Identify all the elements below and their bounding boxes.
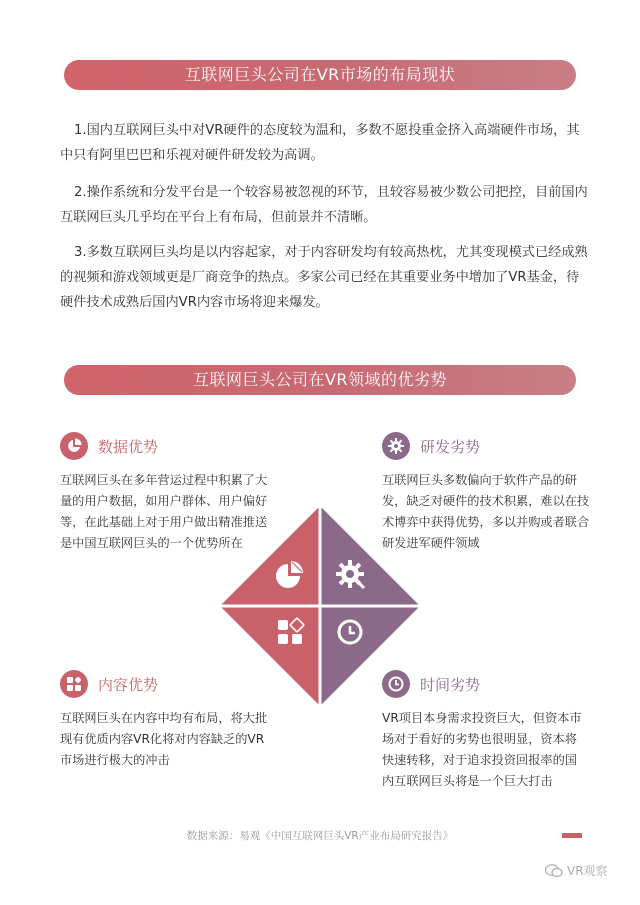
paragraph-2: 2.操作系统和分发平台是一个较容易被忽视的环节，且较容易被少数公司把控，目前国内互联网巨头几乎均在平台上有布局，但前景并不清晰。 bbox=[60, 185, 588, 225]
clock-icon bbox=[382, 670, 410, 698]
wechat-icon bbox=[545, 864, 563, 878]
pie-chart-icon bbox=[60, 432, 88, 460]
diamond-top-left bbox=[220, 506, 320, 606]
time-disadvantage-text: VR项目本身需求投资巨大，但资本市场对于看好的劣势也很明显，资本将快速转移，对于追求投资回报率的国内互联网巨头将是一个巨大打击 bbox=[382, 711, 582, 788]
apps-icon bbox=[60, 670, 88, 698]
gear-icon bbox=[382, 432, 410, 460]
section-banner-pros-cons: 互联网巨头公司在VR领域的优劣势 bbox=[64, 365, 576, 395]
diamond-top-right bbox=[320, 506, 420, 606]
watermark bbox=[545, 862, 608, 879]
watermark-label: VR观察 bbox=[567, 864, 608, 878]
rd-disadvantage-header bbox=[382, 432, 480, 460]
content-advantage-header bbox=[60, 670, 158, 698]
data-source-caption: 数据来源：易观《中国互联网巨头VR产业布局研究报告》 bbox=[186, 830, 454, 842]
section-banner-layout: 互联网巨头公司在VR市场的布局现状 bbox=[64, 60, 576, 90]
time-disadvantage-header bbox=[382, 670, 480, 698]
paragraph-3: 3.多数互联网巨头均是以内容起家，对于内容研发均有较高热枕，尤其变现模式已经成熟的视频和游戏领域更是厂商竞争的热点。多家公司已经在其重要业务中增加了VR基金，待硬件技术成熟后国内VR内容市场将迎来爆发。 bbox=[60, 245, 588, 310]
content-advantage-title: 内容优势 bbox=[98, 675, 159, 694]
diamond-gear-icon bbox=[336, 560, 364, 588]
data-advantage-title: 数据优势 bbox=[98, 437, 159, 456]
content-advantage-text: 互联网巨头在内容中均有布局，将大批现有优质内容VR化将对内容缺乏的VR市场进行极大的冲击 bbox=[60, 711, 268, 767]
rd-disadvantage-text: 互联网巨头多数偏向于软件产品的研发，缺乏对硬件的技术积累，难以在技术博弈中获得优势，多以并购或者联合研发进军硬件领域 bbox=[382, 473, 590, 550]
data-advantage-header bbox=[60, 432, 158, 460]
data-advantage-text: 互联网巨头在多年营运过程中积累了大量的用户数据，如用户群体、用户偏好等，在此基础上对于用户做出精准推送是中国互联网巨头的一个优势所在 bbox=[60, 473, 268, 550]
rd-disadvantage-title: 研发劣势 bbox=[420, 437, 481, 456]
diamond-bottom-left bbox=[220, 606, 320, 706]
time-disadvantage-title: 时间劣势 bbox=[420, 675, 481, 694]
paragraph-1: 1.国内互联网巨头中对VR硬件的态度较为温和，多数不愿投重金挤入高端硬件市场，其中只有阿里巴巴和乐视对硬件研发较为高调。 bbox=[60, 123, 580, 163]
accent-bar bbox=[562, 833, 582, 838]
